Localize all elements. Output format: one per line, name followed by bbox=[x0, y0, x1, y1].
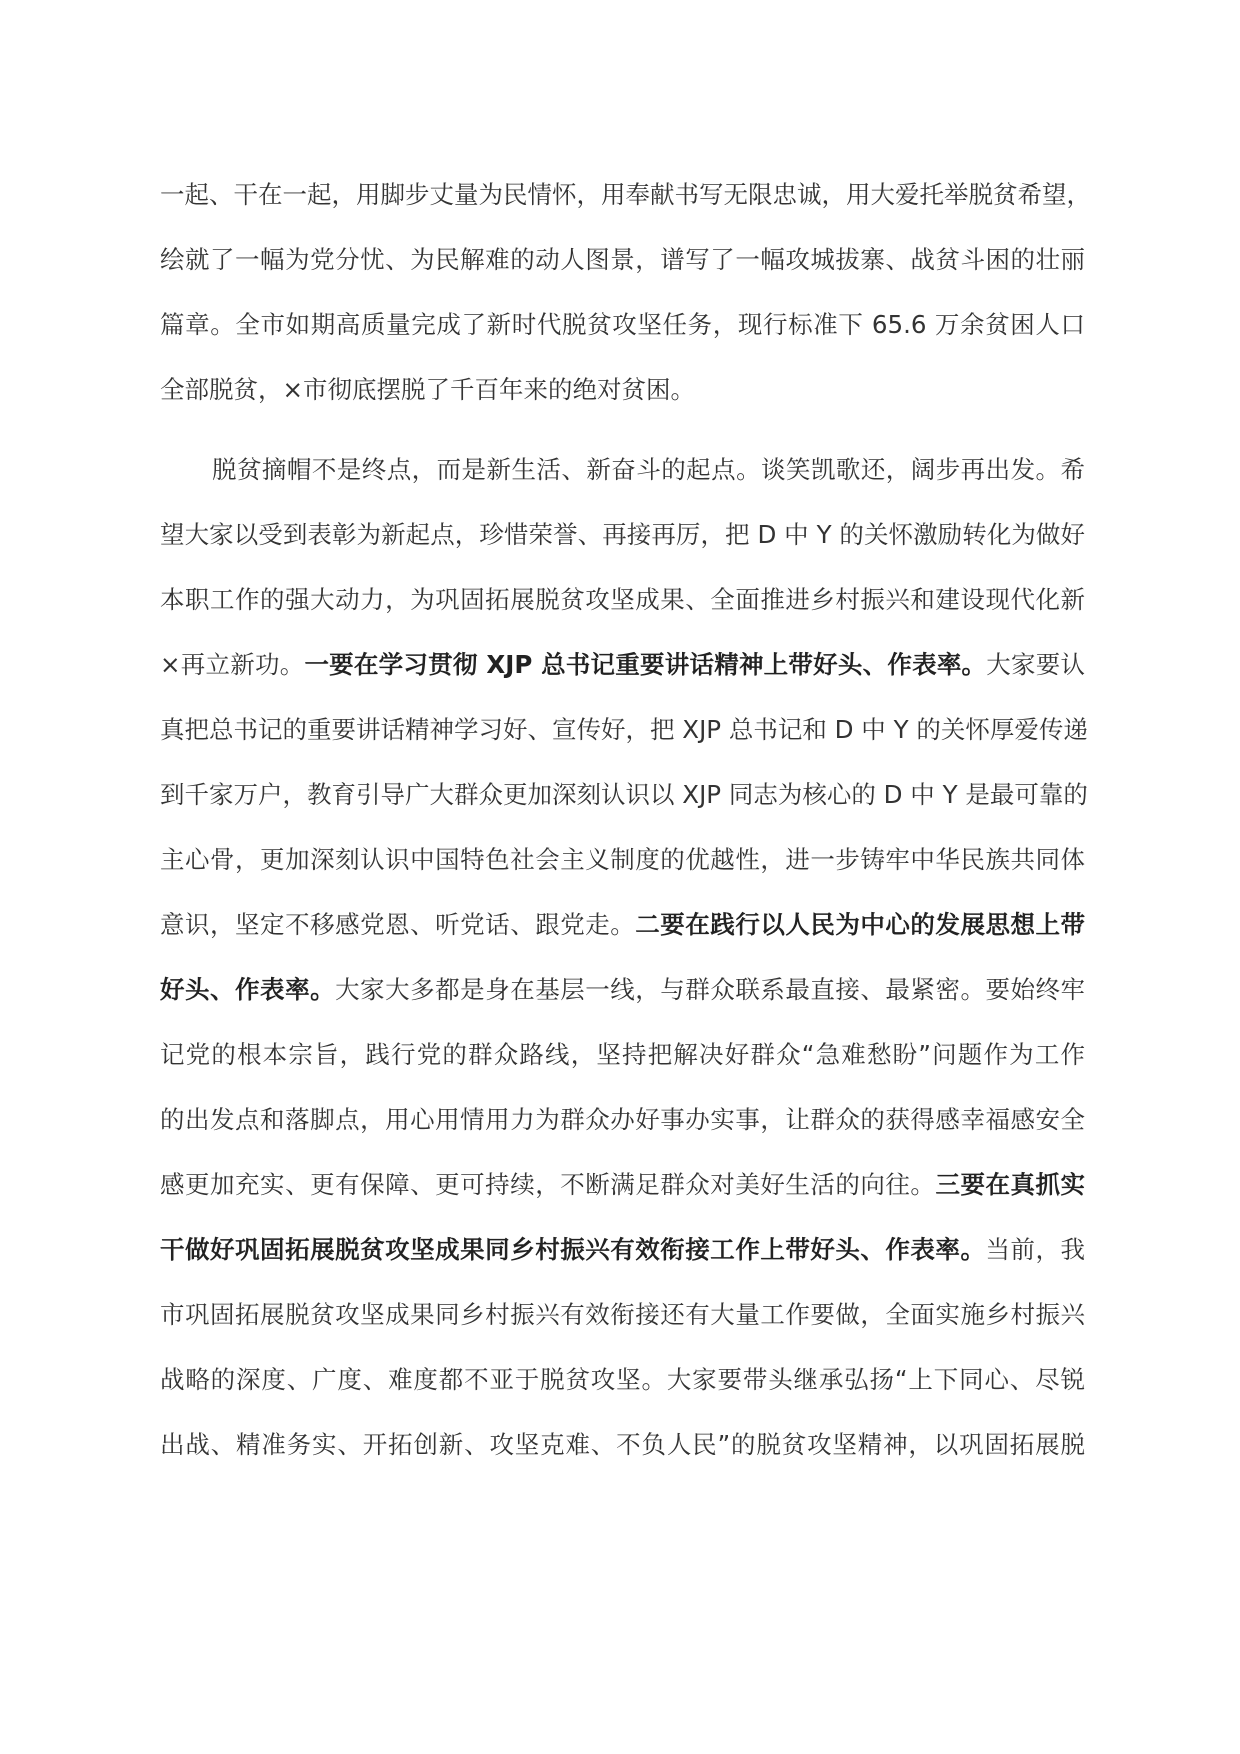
line-13-text-b: 当前，我 bbox=[985, 1235, 1086, 1264]
line-4-text-c: 大家要认 bbox=[986, 650, 1085, 679]
paragraph-2 bbox=[160, 437, 1088, 1477]
line-9-text-b: 大家大多都是身在基层一线，与群众联系最直接、最紧密。要始终牢 bbox=[335, 975, 1086, 1004]
paragraph-2-line-4 bbox=[160, 632, 1085, 697]
paragraph-2-line-16: 出战、精准务实、开拓创新、攻坚克难、不负人民”的脱贫攻坚精神，以巩固拓展脱 bbox=[160, 1430, 1085, 1459]
paragraph-2-line-7: 主心骨，更加深刻认识中国特色社会主义制度的优越性，进一步铸牢中华民族共同体 bbox=[160, 845, 1085, 874]
point-three-heading-part-1: 三要在真抓实 bbox=[935, 1170, 1086, 1199]
paragraph-1 bbox=[160, 162, 1091, 422]
paragraph-2-line-12 bbox=[160, 1152, 1085, 1217]
paragraph-2-line-11: 的出发点和落脚点，用心用情用力为群众办好事办实事，让群众的获得感幸福感安全 bbox=[160, 1105, 1085, 1134]
paragraph-2-line-14: 市巩固拓展脱贫攻坚成果同乡村振兴有效衔接还有大量工作要做，全面实施乡村振兴 bbox=[160, 1300, 1085, 1329]
point-three-heading-part-2: 干做好巩固拓展脱贫攻坚成果同乡村振兴有效衔接工作上带好头、作表率。 bbox=[160, 1235, 986, 1264]
paragraph-2-line-2: 望大家以受到表彰为新起点，珍惜荣誉、再接再厉，把 D 中 Y 的关怀激励转化为做好 bbox=[160, 520, 1085, 549]
paragraph-2-line-9 bbox=[160, 957, 1085, 1022]
paragraph-1-line-1: 一起、干在一起，用脚步丈量为民情怀，用奉献书写无限忠诚，用大爱托举脱贫希望， bbox=[160, 180, 1091, 209]
paragraph-1-line-2: 绘就了一幅为党分忧、为民解难的动人图景，谱写了一幅攻城拔寨、战贫斗困的壮丽 bbox=[160, 245, 1085, 274]
point-two-heading-part-2: 好头、作表率。 bbox=[160, 975, 336, 1004]
paragraph-1-line-4: 全部脱贫，×市彻底摆脱了千百年来的绝对贫困。 bbox=[160, 375, 696, 404]
paragraph-2-line-8 bbox=[160, 892, 1085, 957]
line-12-text-a: 感更加充实、更有保障、更可持续，不断满足群众对美好生活的向往。 bbox=[160, 1170, 936, 1199]
paragraph-2-line-13 bbox=[160, 1217, 1085, 1282]
line-4-text-a: ×再立新功。 bbox=[160, 650, 305, 679]
paragraph-2-line-3: 本职工作的强大动力，为巩固拓展脱贫攻坚成果、全面推进乡村振兴和建设现代化新 bbox=[160, 585, 1085, 614]
paragraph-2-line-1: 脱贫摘帽不是终点，而是新生活、新奋斗的起点。谈笑凯歌还，阔步再出发。希 bbox=[212, 455, 1085, 484]
paragraph-2-line-6: 到千家万户，教育引导广大群众更加深刻认识以 XJP 同志为核心的 D 中 Y 是最可靠的 bbox=[160, 780, 1088, 809]
paragraph-2-line-10: 记党的根本宗旨，践行党的群众路线，坚持把解决好群众“急难愁盼”问题作为工作 bbox=[160, 1040, 1085, 1069]
point-two-heading-part-1: 二要在践行以人民为中心的发展思想上带 bbox=[635, 910, 1085, 939]
paragraph-1-line-3: 篇章。全市如期高质量完成了新时代脱贫攻坚任务，现行标准下 65.6 万余贫困人口 bbox=[160, 310, 1085, 339]
point-one-heading: 一要在学习贯彻 XJP 总书记重要讲话精神上带好头、作表率。 bbox=[304, 650, 987, 679]
paragraph-2-line-15: 战略的深度、广度、难度都不亚于脱贫攻坚。大家要带头继承弘扬“上下同心、尽锐 bbox=[160, 1365, 1085, 1394]
paragraph-2-line-5: 真把总书记的重要讲话精神学习好、宣传好，把 XJP 总书记和 D 中 Y 的关怀厚爱传递 bbox=[160, 715, 1088, 744]
line-8-text-a: 意识，坚定不移感党恩、听党话、跟党走。 bbox=[160, 910, 636, 939]
